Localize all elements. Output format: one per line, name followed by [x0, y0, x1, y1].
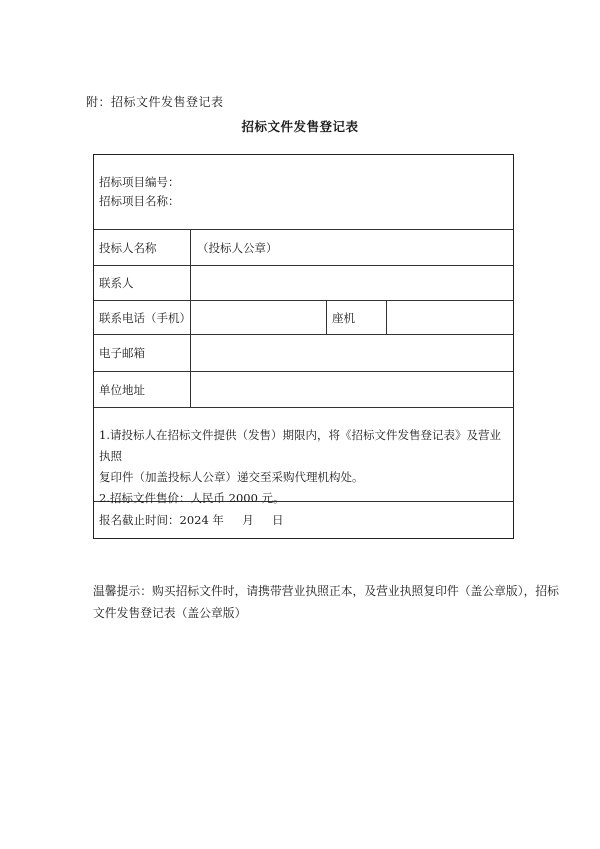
contact-field[interactable] — [190, 266, 513, 300]
phone-row — [94, 301, 513, 335]
document-title: 招标文件发售登记表 — [241, 119, 359, 134]
email-label: 电子邮箱 — [99, 346, 145, 360]
phone-field[interactable] — [190, 301, 326, 334]
note-line: 复印件（加盖投标人公章）递交至采购代理机构处。 — [99, 470, 364, 484]
contact-row — [94, 266, 513, 301]
project-name-label: 招标项目名称： — [99, 194, 180, 208]
bidder-name-label: 投标人名称 — [99, 240, 157, 255]
tip-line: 文件发售登记表（盖公章版） — [93, 606, 247, 620]
project-info-row — [94, 155, 513, 230]
deadline-row — [94, 502, 513, 538]
contact-label: 联系人 — [99, 276, 134, 290]
tip-line: 温馨提示：购买招标文件时，请携带营业执照正本，及营业执照复印件（盖公章版），招标 — [93, 584, 559, 598]
email-field[interactable] — [190, 335, 513, 371]
landline-label: 座机 — [326, 301, 386, 334]
notes-text — [99, 425, 507, 509]
attachment-label: 附：招标文件发售登记表 — [86, 95, 224, 109]
project-number-label: 招标项目编号： — [99, 175, 180, 189]
registration-form-table — [93, 154, 514, 539]
address-field[interactable] — [190, 372, 513, 407]
phone-label: 联系电话（手机） — [99, 310, 191, 325]
notes-row — [94, 408, 513, 505]
address-label: 单位地址 — [99, 382, 145, 397]
warm-tip — [93, 580, 559, 624]
note-line: 2.招标文件售价：人民币 2000 元。 — [99, 491, 285, 505]
note-line: 1.请投标人在招标文件提供（发售）期限内，将《招标文件发售登记表》及营业执照 — [99, 428, 501, 463]
bidder-name-row — [94, 230, 513, 266]
landline-field[interactable] — [386, 301, 513, 334]
address-row — [94, 372, 513, 408]
deadline-label: 报名截止时间：2024 年 月 日 — [99, 513, 284, 527]
email-row — [94, 335, 513, 372]
bidder-name-field[interactable]: （投标人公章） — [190, 230, 513, 265]
